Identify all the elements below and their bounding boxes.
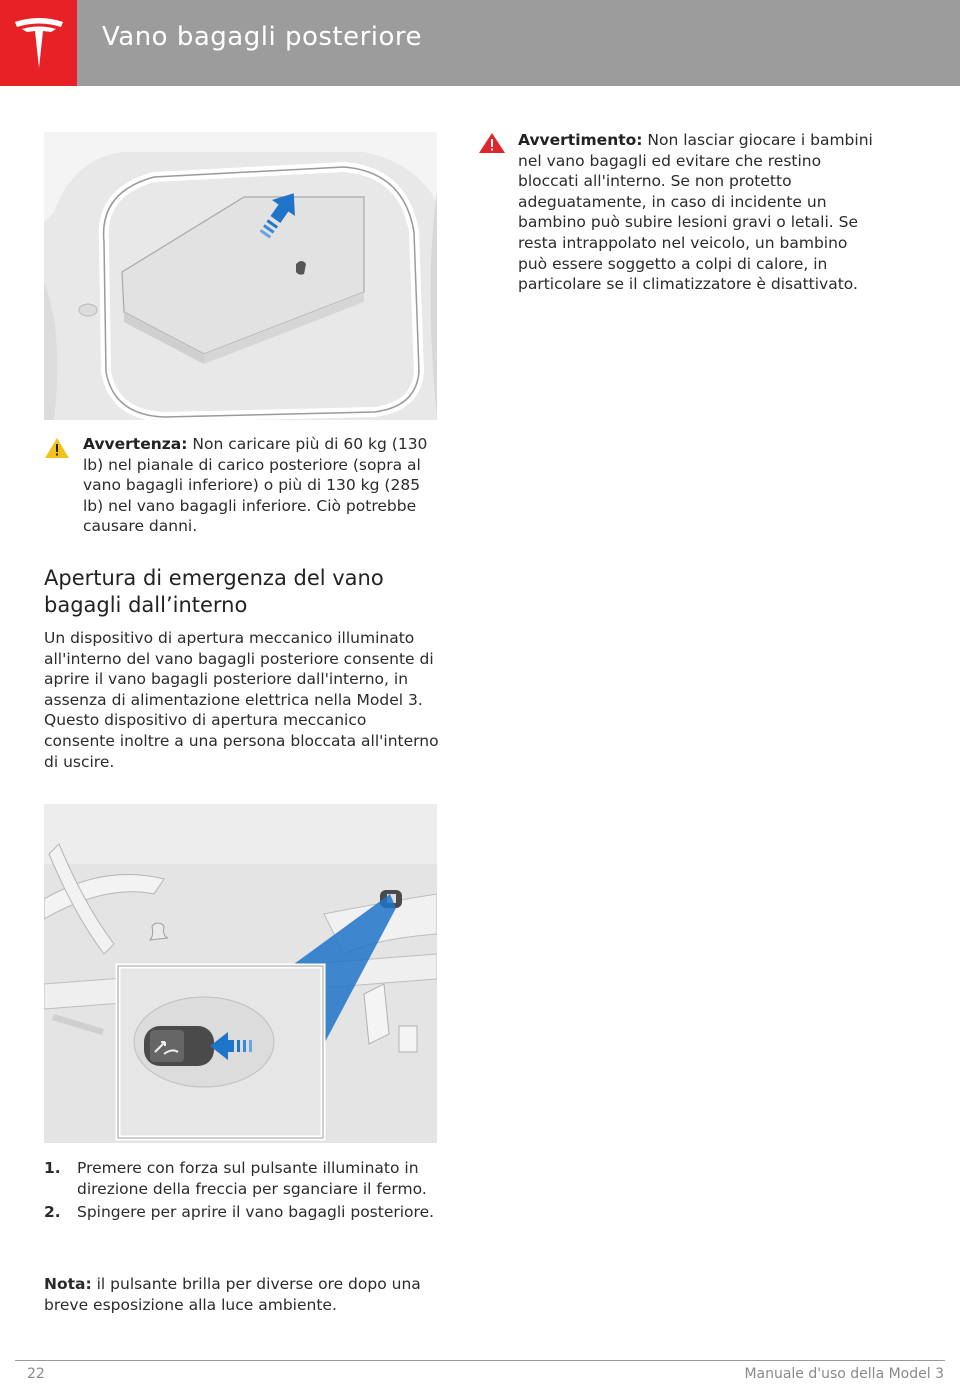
trunk-floor-panel-illustration-icon (44, 132, 437, 420)
footer-manual-title: Manuale d'uso della Model 3 (744, 1366, 944, 1382)
trunk-floor-figure (44, 132, 437, 420)
step-number: 2. (44, 1203, 61, 1222)
list-item (44, 1158, 439, 1199)
section-title: Vano bagagli posteriore (102, 22, 423, 52)
page-number: 22 (27, 1366, 45, 1382)
nota-text: il pulsante brilla per diverse ore dopo una breve esposizione alla luce ambiente. (44, 1275, 421, 1314)
warning-text: Non lasciar giocare i bambini nel vano bagagli ed evitare che restino bloccati all'interno. Se non protetto adeguatamente, in caso di incidente un bambino può subire lesioni gravi o letali. Se resta intrappolato nel veicolo, un bambino può essere soggetto a colpi di calore, in particolare se il climatizzatore è disattivato. (518, 131, 873, 294)
steps-list (44, 1158, 439, 1226)
warning-note (518, 130, 878, 295)
list-item (44, 1202, 439, 1223)
section-paragraph: Un dispositivo di apertura meccanico illuminato all'interno del vano bagagli posteriore consente di aprire il vano bagagli posteriore dall'interno, in assenza di alimentazione elettrica nella Model 3. Questo dispositivo di apertura meccanico consente inoltre a una persona bloccata all'interno di uscire. (44, 629, 439, 771)
step-text: Spingere per aprire il vano bagagli posteriore. (77, 1203, 435, 1222)
nota-note (44, 1274, 439, 1315)
caution-text: Non caricare più di 60 kg (130 lb) nel pianale di carico posteriore (sopra al vano bagagli inferiore) o più di 130 kg (285 lb) nel vano bagagli inferiore. Ciò potrebbe causare danni. (83, 435, 428, 536)
warning-label: Avvertimento: (518, 131, 643, 149)
caution-label: Avvertenza: (83, 435, 188, 453)
emergency-release-figure (44, 804, 437, 1143)
step-text: Premere con forza sul pulsante illuminato in direzione della freccia per sganciare il fermo. (77, 1159, 427, 1198)
warning-triangle-icon (478, 132, 506, 154)
nota-label: Nota: (44, 1275, 92, 1293)
emergency-release-button-illustration-icon (44, 804, 437, 1143)
step-number: 1. (44, 1159, 61, 1177)
caution-triangle-icon (44, 437, 70, 459)
brand-logo-box (0, 0, 77, 86)
footer-divider (15, 1360, 945, 1361)
caution-note (83, 434, 443, 537)
tesla-logo-icon (13, 16, 65, 70)
section-heading: Apertura di emergenza del vano bagagli dall’interno (44, 566, 384, 617)
page-header (0, 0, 960, 86)
